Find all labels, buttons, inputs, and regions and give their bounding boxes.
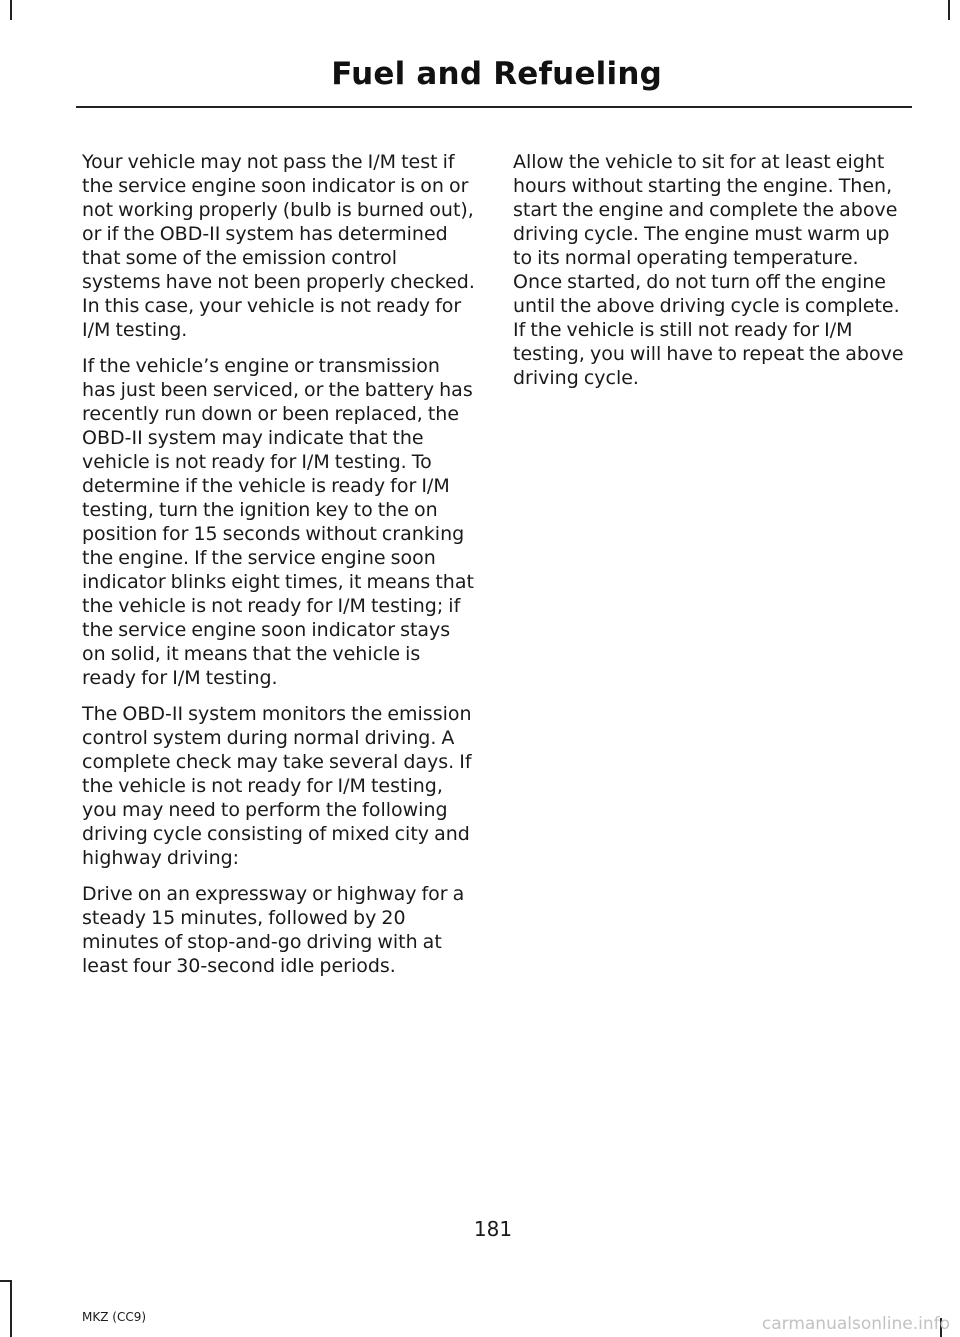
paragraph-driving-cycle: Drive on an expressway or highway for a steady 15 minutes, followed by 20 minutes of stop-and-go driving with at least four 30-second idle periods. xyxy=(82,883,465,977)
crop-mark-bottom-left-vertical xyxy=(10,1280,12,1337)
paragraph-check-readiness: If the vehicle’s engine or transmission has just been serviced, or the battery has recently run down or been replaced, the OBD-II system may indicate that the vehicle is not ready for I/M testing. To determine if the vehicle is ready for I/M testing, turn the ignition key to the on position for 15 seconds without cranking the engine. If the service engine soon indicator blinks eight times, it means that the vehicle is not ready for I/M testing; if the service engine soon indicator stays on solid, it means that the vehicle is ready for I/M testing. xyxy=(82,355,474,689)
title-divider xyxy=(76,106,912,108)
crop-mark-top-left xyxy=(10,0,12,20)
crop-mark-top-right xyxy=(948,0,950,20)
paragraph-repeat-cycle: Allow the vehicle to sit for at least eight hours without starting the engine. Then, start the engine and complete the above driving cycle. The engine must warm up to its normal operating temperature. Once started, do not turn off the engine until the above driving cycle is complete. If the vehicle is still not ready for I/M testing, you will have to repeat the above driving cycle. xyxy=(513,151,904,389)
watermark: carmanualsonline.info xyxy=(761,1314,950,1334)
paragraph-obd-monitoring: The OBD-II system monitors the emission control system during normal driving. A complete check may take several days. If the vehicle is not ready for I/M testing, you may need to perform the following driving cycle consisting of mixed city and highway driving: xyxy=(82,703,472,869)
page-number: 181 xyxy=(473,1217,513,1241)
crop-mark-bottom-left-horizontal xyxy=(0,1280,12,1282)
page-title: Fuel and Refueling xyxy=(331,56,662,92)
right-column xyxy=(513,150,908,402)
paragraph-im-test-readiness: Your vehicle may not pass the I/M test if the service engine soon indicator is on or not working properly (bulb is burned out), or if the OBD-II system has determined that some of the emission control systems have not been properly checked. In this case, your vehicle is not ready for I/M testing. xyxy=(82,151,475,341)
left-column xyxy=(82,150,477,990)
footer-model-code: MKZ (CC9) xyxy=(82,1310,147,1324)
